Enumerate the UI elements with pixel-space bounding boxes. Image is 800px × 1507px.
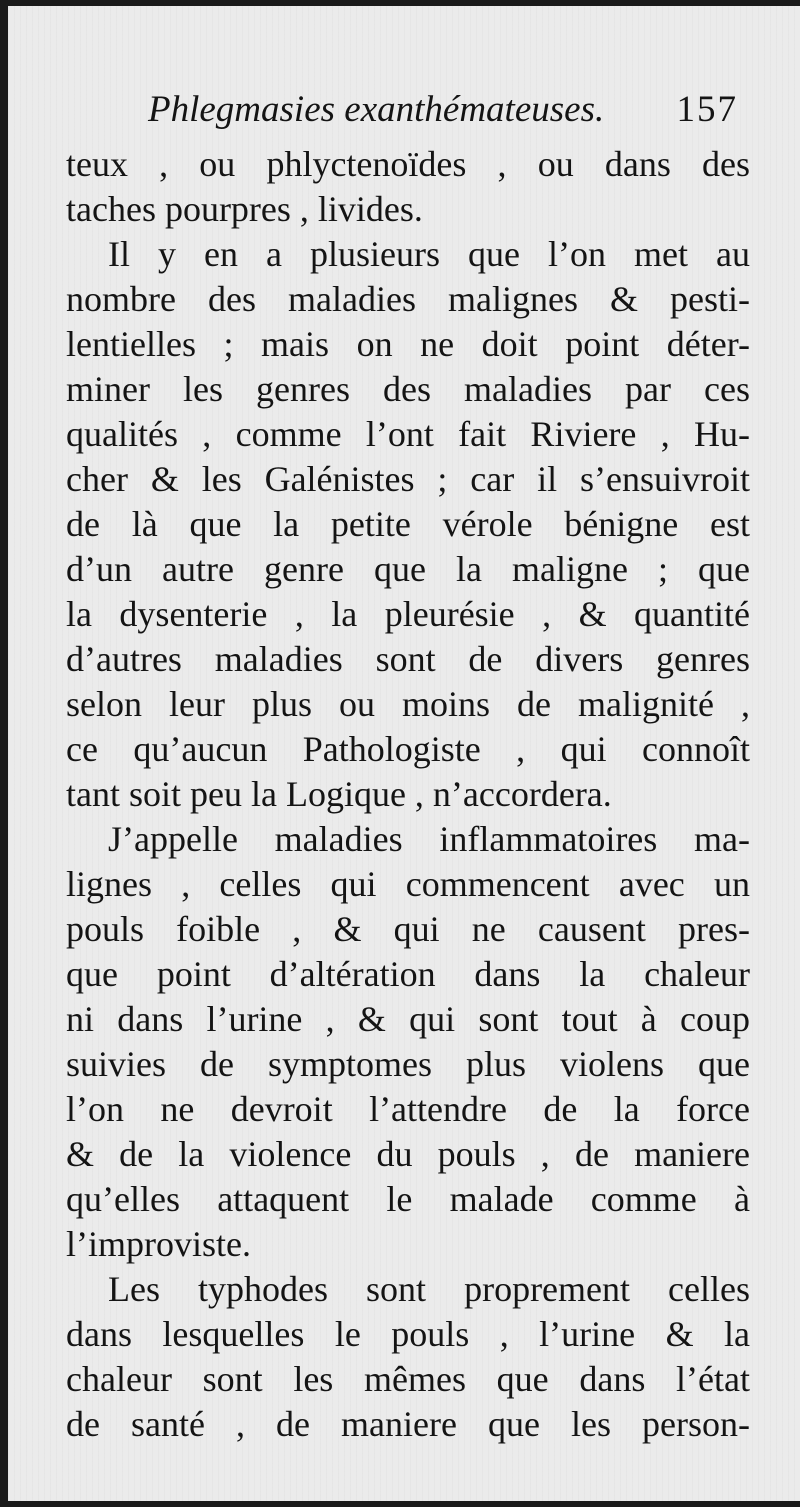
text-line: selon leur plus ou moins de malignité , — [66, 684, 750, 724]
text-line: teux , ou phlyctenoïdes , ou dans des — [66, 144, 750, 184]
page-header — [8, 80, 800, 140]
text-line: nombre des maladies malignes & pesti- — [66, 279, 750, 319]
text-line: de santé , de maniere que les person- — [66, 1404, 750, 1444]
text-line: chaleur sont les mêmes que dans l’état — [66, 1359, 750, 1399]
text-line: que point d’altération dans la chaleur — [66, 954, 750, 994]
text-line: l’improviste. — [66, 1224, 251, 1264]
running-head: Phlegmasies exanthémateuses. — [148, 89, 605, 130]
text-line: d’autres maladies sont de divers genres — [66, 639, 750, 679]
text-line: suivies de symptomes plus violens que — [66, 1044, 750, 1084]
book-page — [8, 6, 800, 1501]
text-line: de là que la petite vérole bénigne est — [66, 504, 750, 544]
text-line: qu’elles attaquent le malade comme à — [66, 1179, 750, 1219]
body-text — [66, 142, 750, 1447]
page-number: 157 — [676, 89, 738, 130]
text-line: Il y en a plusieurs que l’on met au — [108, 234, 750, 274]
text-line: dans lesquelles le pouls , l’urine & la — [66, 1314, 750, 1354]
text-line: taches pourpres , livides. — [66, 189, 423, 229]
text-line: pouls foible , & qui ne causent pres- — [66, 909, 750, 949]
text-line: miner les genres des maladies par ces — [66, 369, 750, 409]
text-line: Les typhodes sont proprement celles — [108, 1269, 750, 1309]
text-line: ni dans l’urine , & qui sont tout à coup — [66, 999, 750, 1039]
text-line: d’un autre genre que la maligne ; que — [66, 549, 750, 589]
text-line: lentielles ; mais on ne doit point déter- — [66, 324, 750, 364]
text-line: J’appelle maladies inflammatoires ma- — [108, 819, 750, 859]
text-line: la dysenterie , la pleurésie , & quantité — [66, 594, 750, 634]
text-line: l’on ne devroit l’attendre de la force — [66, 1089, 750, 1129]
text-line: & de la violence du pouls , de maniere — [66, 1134, 750, 1174]
text-line: cher & les Galénistes ; car il s’ensuivroit — [66, 459, 750, 499]
text-line: lignes , celles qui commencent avec un — [66, 864, 750, 904]
text-line: ce qu’aucun Pathologiste , qui connoît — [66, 729, 750, 769]
text-line: qualités , comme l’ont fait Riviere , Hu- — [66, 414, 750, 454]
text-line: tant soit peu la Logique , n’accordera. — [66, 774, 612, 814]
